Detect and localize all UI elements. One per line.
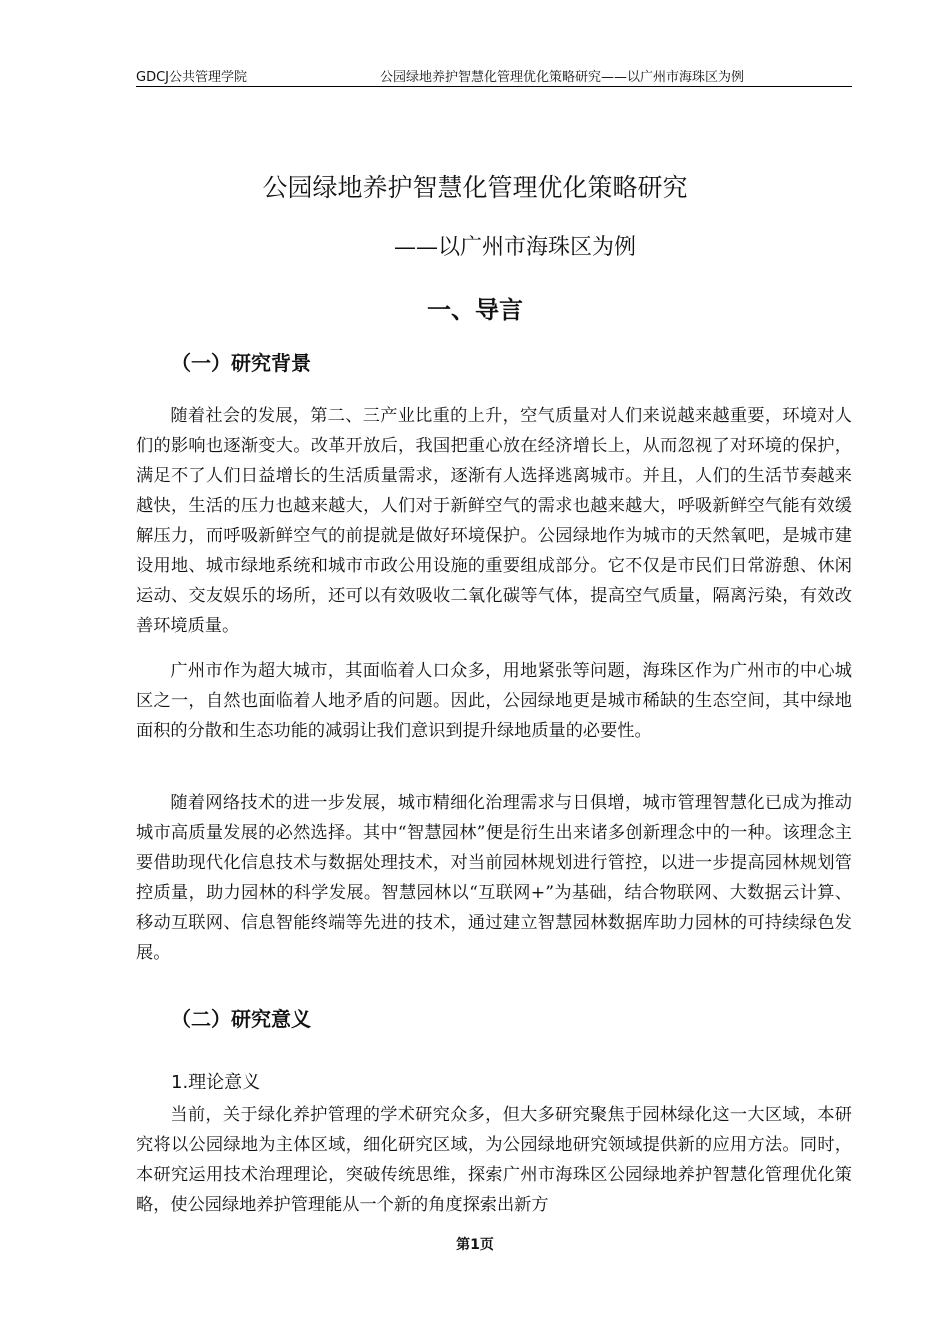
header-divider bbox=[136, 86, 852, 87]
running-header-title: 公园绿地养护智慧化管理优化策略研究——以广州市海珠区为例 bbox=[380, 70, 745, 85]
paper-subtitle: ——以广州市海珠区为例 bbox=[393, 235, 636, 260]
paragraph-background-1: 随着社会的发展，第二、三产业比重的上升，空气质量对人们来说越来越重要，环境对人们的影响也逐渐变大。改革开放后，我国把重心放在经济增长上，从而忽视了对环境的保护，满足不了人们日益增长的生活质量需求，逐渐有人选择逃离城市。并且，人们的生活节奏越来越快，生活的压力也越来越大，人们对于新鲜空气的需求也越来越大，呼吸新鲜空气能有效缓解压力，而呼吸新鲜空气的前提就是做好环境保护。公园绿地作为城市的天然氧吧，是城市建设用地、城市绿地系统和城市市政公用设施的重要组成部分。它不仅是市民们日常游憩、休闲运动、交友娱乐的场所，还可以有效吸收二氧化碳等气体，提高空气质量，隔离污染，有效改善环境质量。 bbox=[136, 406, 852, 636]
subsection-heading-background: （一）研究背景 bbox=[171, 351, 311, 375]
paragraph-theoretical-significance: 当前，关于绿化养护管理的学术研究众多，但大多研究聚焦于园林绿化这一大区域，本研究将以公园绿地为主体区域，细化研究区域，为公园绿地研究领域提供新的应用方法。同时，本研究运用技术治理理论，突破传统思维，探索广州市海珠区公园绿地养护智慧化管理优化策略，使公园绿地养护管理能从一个新的角度探索出新方 bbox=[136, 1105, 852, 1215]
subsection-heading-significance: （二）研究意义 bbox=[171, 1007, 311, 1031]
section-heading-introduction: 一、导言 bbox=[427, 296, 523, 324]
paragraph-background-3: 随着网络技术的进一步发展，城市精细化治理需求与日俱增，城市管理智慧化已成为推动城市高质量发展的必然选择。其中“智慧园林”便是衍生出来诸多创新理念中的一种。该理念主要借助现代化信息技术与数据处理技术，对当前园林规划进行管控，以进一步提高园林规划管控质量，助力园林的科学发展。智慧园林以“互联网+”为基础，结合物联网、大数据云计算、移动互联网、信息智能终端等先进的技术，通过建立智慧园林数据库助力园林的可持续绿色发展。 bbox=[136, 793, 852, 963]
paragraph-background-2: 广州市作为超大城市，其面临着人口众多，用地紧张等问题，海珠区作为广州市的中心城区之一，自然也面临着人地矛盾的问题。因此，公园绿地更是城市稀缺的生态空间，其中绿地面积的分散和生态功能的减弱让我们意识到提升绿地质量的必要性。 bbox=[136, 661, 852, 741]
subheading-theoretical-significance: 1.理论意义 bbox=[171, 1072, 261, 1093]
running-header-institution: GDCJ公共管理学院 bbox=[136, 70, 247, 85]
paper-title: 公园绿地养护智慧化管理优化策略研究 bbox=[262, 173, 688, 202]
page-number: 第1页 bbox=[456, 1237, 494, 1253]
